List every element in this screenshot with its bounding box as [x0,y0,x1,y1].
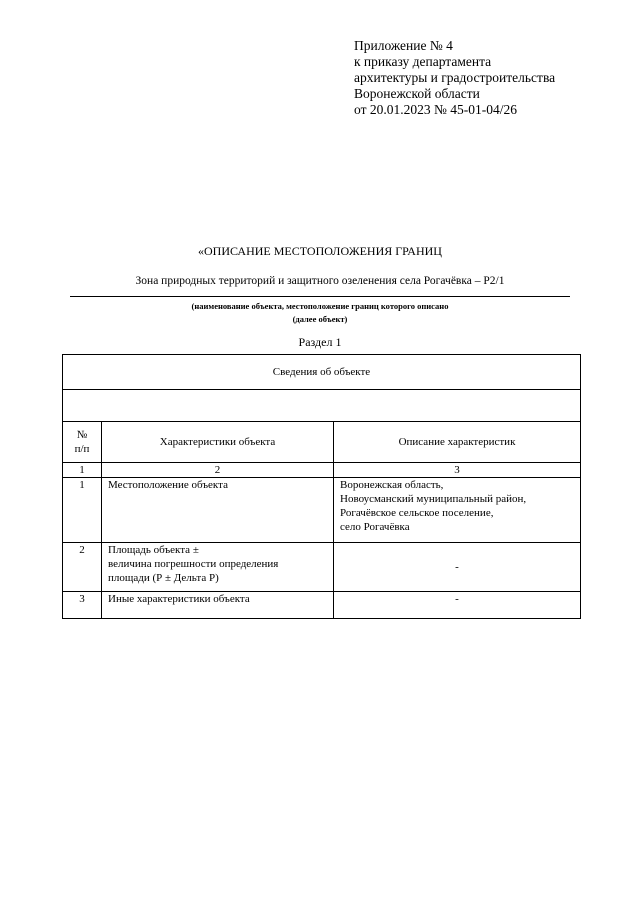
table-caption: Сведения об объекте [63,355,581,390]
caption-line: (далее объект) [292,314,348,324]
appendix-block [354,38,555,118]
row-description: - [334,543,581,592]
row-number: 3 [63,592,102,619]
header-num-line: № [76,429,88,441]
table-blank-row [63,390,581,422]
description-line: Воронежская область, [340,479,444,491]
row-characteristic [102,543,334,592]
appendix-line: Приложение № 4 [354,38,453,53]
description-line: Новоусманский муниципальный район, [340,493,527,505]
appendix-line: Воронежской области [354,86,480,101]
appendix-line: архитектуры и градостроительства [354,70,556,85]
header-characteristics: Характеристики объекта [102,422,334,463]
table-caption-row [63,355,581,390]
description-line: село Рогачёвка [340,521,410,533]
characteristic-line: Иные характеристики объекта [108,593,250,605]
row-number: 1 [63,478,102,543]
header-num [63,422,102,463]
row-number: 2 [63,543,102,592]
object-name: Зона природных территорий и защитного озеленения села Рогачёвка – Р2/1 [135,275,505,287]
section-title: Раздел 1 [298,335,342,349]
appendix-line: к приказу департамента [354,54,492,69]
appendix-line: от 20.01.2023 № 45-01-04/26 [354,102,517,117]
table-row [63,478,581,543]
blank-cell [63,390,581,422]
header-num-line: п/п [74,443,90,455]
row-description: - [334,592,581,619]
characteristic-line: величина погрешности определения [108,558,279,570]
table-header-row [63,422,581,463]
header-description: Описание характеристик [334,422,581,463]
underline-divider [70,296,570,297]
description-line: Рогачёвское сельское поселение, [340,507,494,519]
table-row [63,592,581,619]
characteristic-line: Площадь объекта ± [108,544,199,556]
table-row [63,543,581,592]
characteristic-line: Местоположение объекта [108,479,228,491]
document-title: «ОПИСАНИЕ МЕСТОПОЛОЖЕНИЯ ГРАНИЦ [198,244,442,258]
object-name-caption [0,300,640,326]
column-index: 1 [63,463,102,478]
column-index-row [63,463,581,478]
row-description [334,478,581,543]
object-info-table [62,354,581,619]
row-characteristic [102,592,334,619]
row-characteristic [102,478,334,543]
column-index: 2 [102,463,334,478]
characteristic-line: площади (Р ± Дельта Р) [108,572,219,584]
column-index: 3 [334,463,581,478]
caption-line: (наименование объекта, местоположение границ которого описано [191,301,449,311]
